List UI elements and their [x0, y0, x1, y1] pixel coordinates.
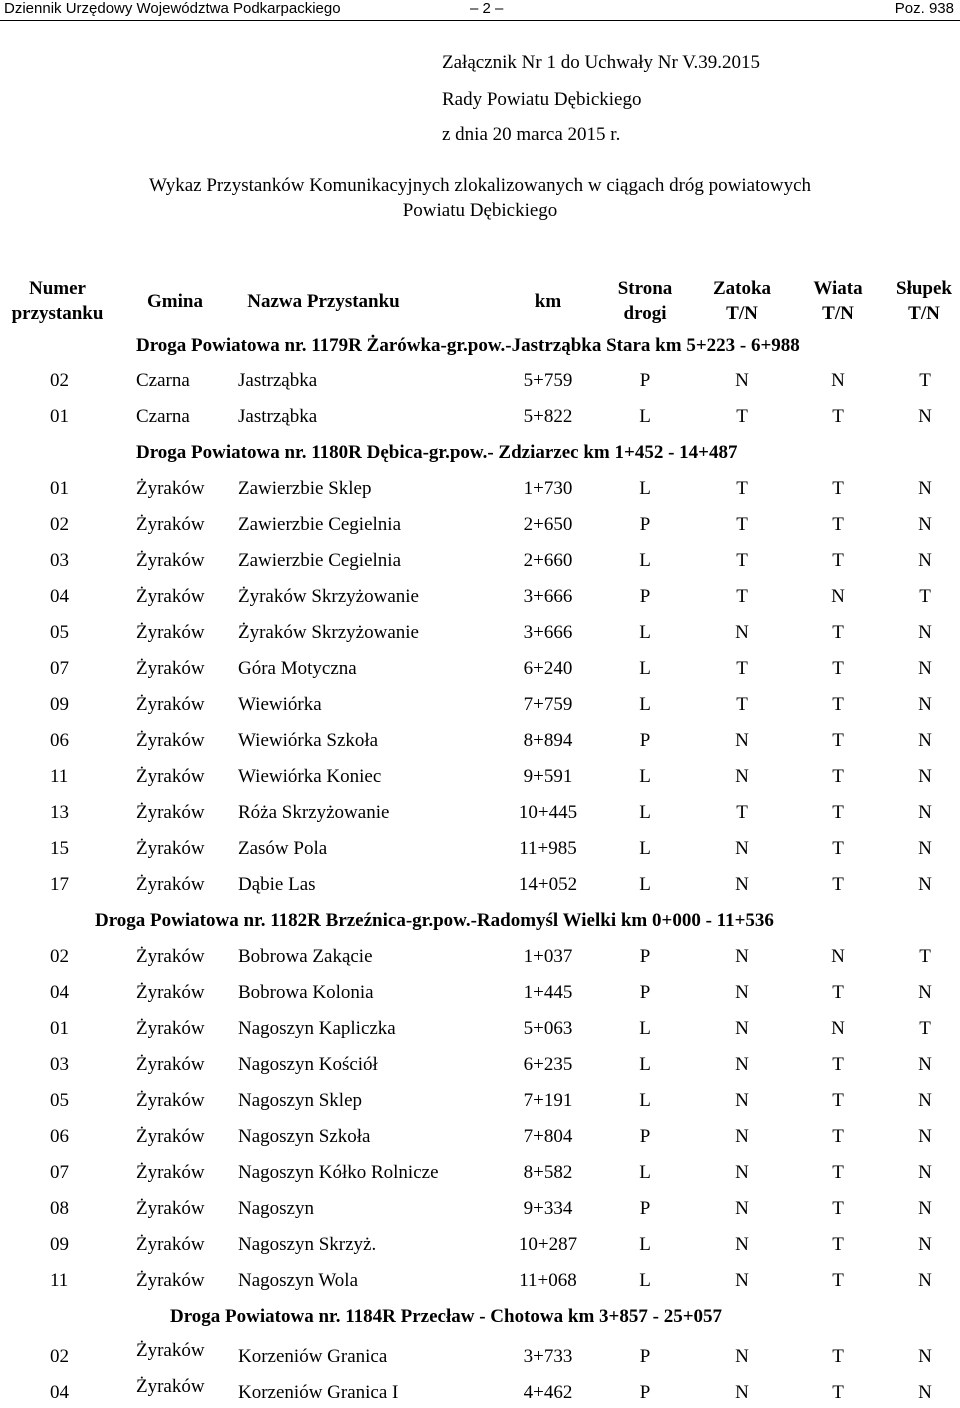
annex-line-2: Rady Powiatu Dębickiego — [442, 89, 642, 110]
shelter-flag: T — [832, 802, 844, 823]
kilometer: 1+730 — [523, 478, 573, 499]
municipality: Żyraków — [136, 982, 205, 1003]
table-row — [0, 1376, 960, 1408]
road-side: P — [639, 514, 651, 535]
table-row — [0, 766, 960, 792]
post-flag: N — [918, 622, 932, 643]
post-flag: N — [918, 1198, 932, 1219]
municipality: Żyraków — [136, 766, 205, 787]
road-side: L — [639, 1162, 651, 1183]
post-flag: N — [918, 1162, 932, 1183]
stop-number: 15 — [50, 838, 69, 859]
municipality: Żyraków — [136, 658, 205, 679]
bay-flag: N — [735, 982, 749, 1003]
municipality: Żyraków — [136, 1340, 205, 1361]
shelter-flag: T — [832, 406, 844, 427]
bay-flag: N — [735, 766, 749, 787]
table-row — [0, 694, 960, 720]
road-side: L — [639, 874, 651, 895]
road-side: L — [639, 1018, 651, 1039]
stop-name: Zawierzbie Cegielnia — [238, 550, 402, 571]
municipality: Czarna — [136, 370, 190, 391]
municipality: Żyraków — [136, 874, 205, 895]
table-row — [0, 622, 960, 648]
road-side: P — [639, 1126, 651, 1147]
municipality: Czarna — [136, 406, 190, 427]
shelter-flag: T — [832, 1270, 844, 1291]
kilometer: 5+822 — [523, 406, 573, 427]
table-row — [0, 478, 960, 504]
stop-name: Nagoszyn Wola — [238, 1270, 359, 1291]
shelter-flag: N — [831, 1018, 845, 1039]
table-row — [0, 730, 960, 756]
municipality: Żyraków — [136, 514, 205, 535]
section-title: Droga Powiatowa nr. 1182R Brzeźnica-gr.pow.-Radomyśl Wielki km 0+000 - 11+536 — [95, 910, 774, 931]
header-strona: Strona drogi — [617, 278, 673, 324]
stop-number: 07 — [50, 658, 69, 679]
stop-name: Zasów Pola — [238, 838, 328, 859]
shelter-flag: T — [832, 1162, 844, 1183]
stop-number: 13 — [50, 802, 69, 823]
table-row — [0, 802, 960, 828]
road-side: P — [639, 946, 651, 967]
road-side: L — [639, 550, 651, 571]
stop-number: 11 — [50, 766, 69, 787]
stop-name: Róża Skrzyżowanie — [238, 802, 390, 823]
municipality: Żyraków — [136, 622, 205, 643]
stop-name: Nagoszyn Skrzyż. — [238, 1234, 377, 1255]
municipality: Żyraków — [136, 694, 205, 715]
bay-flag: T — [736, 694, 748, 715]
table-row — [0, 406, 960, 432]
table-row — [0, 1340, 960, 1372]
post-flag: N — [918, 1090, 932, 1111]
road-side: L — [639, 766, 651, 787]
road-side: L — [639, 1234, 651, 1255]
post-flag: N — [918, 1346, 932, 1367]
kilometer: 1+037 — [523, 946, 573, 967]
stop-number: 08 — [50, 1198, 69, 1219]
stop-number: 01 — [50, 406, 69, 427]
kilometer: 2+650 — [523, 514, 573, 535]
header-km: km — [534, 291, 562, 312]
municipality: Żyraków — [136, 1090, 205, 1111]
kilometer: 2+660 — [523, 550, 573, 571]
road-side: P — [639, 982, 651, 1003]
road-side: L — [639, 1054, 651, 1075]
table-row — [0, 514, 960, 540]
bay-flag: T — [736, 478, 748, 499]
post-flag: N — [918, 982, 932, 1003]
table-row — [0, 1126, 960, 1152]
stop-number: 07 — [50, 1162, 69, 1183]
kilometer: 8+582 — [523, 1162, 573, 1183]
shelter-flag: T — [832, 1054, 844, 1075]
stop-number: 03 — [50, 1054, 69, 1075]
post-flag: N — [918, 514, 932, 535]
municipality: Żyraków — [136, 730, 205, 751]
stop-name: Nagoszyn Kółko Rolnicze — [238, 1162, 439, 1183]
stop-number: 04 — [50, 982, 69, 1003]
kilometer: 7+759 — [523, 694, 573, 715]
municipality: Żyraków — [136, 802, 205, 823]
municipality: Żyraków — [136, 946, 205, 967]
stop-name: Bobrowa Kolonia — [238, 982, 374, 1003]
table-row — [0, 1198, 960, 1224]
shelter-flag: T — [832, 730, 844, 751]
table-row — [0, 1234, 960, 1260]
post-flag: N — [918, 550, 932, 571]
header-numer: Numer przystanku — [11, 278, 104, 324]
shelter-flag: T — [832, 622, 844, 643]
stop-number: 09 — [50, 1234, 69, 1255]
road-side: L — [639, 658, 651, 679]
stop-number: 06 — [50, 730, 69, 751]
road-side: L — [639, 406, 651, 427]
stop-number: 01 — [50, 478, 69, 499]
shelter-flag: T — [832, 1382, 844, 1403]
annex-line-3: z dnia 20 marca 2015 r. — [442, 124, 621, 145]
section-title: Droga Powiatowa nr. 1179R Żarówka-gr.pow.-Jastrząbka Stara km 5+223 - 6+988 — [136, 335, 800, 356]
kilometer: 14+052 — [518, 874, 578, 895]
table-row — [0, 1018, 960, 1044]
municipality: Żyraków — [136, 478, 205, 499]
stop-name: Góra Motyczna — [238, 658, 357, 679]
post-flag: N — [918, 730, 932, 751]
shelter-flag: T — [832, 838, 844, 859]
kilometer: 1+445 — [523, 982, 573, 1003]
post-flag: N — [918, 1382, 932, 1403]
stop-name: Nagoszyn Szkoła — [238, 1126, 371, 1147]
post-flag: N — [918, 1126, 932, 1147]
stop-name: Jastrząbka — [238, 406, 318, 427]
stop-number: 06 — [50, 1126, 69, 1147]
table-row — [0, 1270, 960, 1296]
header-gmina: Gmina — [147, 291, 203, 312]
table-row — [0, 838, 960, 864]
stop-number: 04 — [50, 586, 69, 607]
kilometer: 8+894 — [523, 730, 573, 751]
stop-name: Zawierzbie Sklep — [238, 478, 372, 499]
post-flag: N — [918, 1054, 932, 1075]
road-side: L — [639, 802, 651, 823]
shelter-flag: T — [832, 658, 844, 679]
stop-number: 04 — [50, 1382, 69, 1403]
kilometer: 6+240 — [523, 658, 573, 679]
post-flag: N — [918, 838, 932, 859]
post-flag: T — [919, 370, 931, 391]
header-wiata: Wiata T/N — [813, 278, 863, 324]
road-side: L — [639, 694, 651, 715]
municipality: Żyraków — [136, 1376, 205, 1397]
table-row — [0, 1054, 960, 1080]
stop-name: Nagoszyn — [238, 1198, 314, 1219]
municipality: Żyraków — [136, 586, 205, 607]
stop-number: 02 — [50, 370, 69, 391]
shelter-flag: T — [832, 1126, 844, 1147]
stop-name: Korzeniów Granica I — [238, 1382, 399, 1403]
municipality: Żyraków — [136, 838, 205, 859]
stop-name: Dąbie Las — [238, 874, 316, 895]
post-flag: N — [918, 406, 932, 427]
shelter-flag: T — [832, 694, 844, 715]
table-row — [0, 946, 960, 972]
municipality: Żyraków — [136, 1198, 205, 1219]
kilometer: 11+068 — [519, 1270, 577, 1291]
shelter-flag: T — [832, 1346, 844, 1367]
kilometer: 6+235 — [523, 1054, 573, 1075]
page-marker: – 2 – — [470, 0, 504, 17]
shelter-flag: N — [831, 946, 845, 967]
stop-number: 05 — [50, 1090, 69, 1111]
shelter-flag: T — [832, 1198, 844, 1219]
kilometer: 3+666 — [523, 586, 573, 607]
post-flag: T — [919, 1018, 931, 1039]
stop-name: Nagoszyn Kościół — [238, 1054, 378, 1075]
road-side: L — [639, 622, 651, 643]
table-row — [0, 370, 960, 396]
road-side: L — [639, 838, 651, 859]
bay-flag: N — [735, 838, 749, 859]
bay-flag: N — [735, 1270, 749, 1291]
municipality: Żyraków — [136, 1054, 205, 1075]
table-row — [0, 874, 960, 900]
stop-name: Żyraków Skrzyżowanie — [238, 586, 419, 607]
stop-name: Żyraków Skrzyżowanie — [238, 622, 419, 643]
table-row — [0, 1090, 960, 1116]
shelter-flag: T — [832, 1234, 844, 1255]
municipality: Żyraków — [136, 1234, 205, 1255]
shelter-flag: T — [832, 982, 844, 1003]
bay-flag: N — [735, 1090, 749, 1111]
position-number: Poz. 938 — [894, 0, 954, 17]
header-slupek: Słupek T/N — [896, 278, 952, 324]
post-flag: N — [918, 874, 932, 895]
bay-flag: N — [735, 874, 749, 895]
road-side: P — [639, 1198, 651, 1219]
stop-number: 17 — [50, 874, 69, 895]
bay-flag: N — [735, 730, 749, 751]
annex-line-1: Załącznik Nr 1 do Uchwały Nr V.39.2015 — [442, 52, 761, 73]
section-title: Droga Powiatowa nr. 1184R Przecław - Chotowa km 3+857 - 25+057 — [170, 1306, 723, 1327]
kilometer: 7+191 — [523, 1090, 573, 1111]
shelter-flag: T — [832, 514, 844, 535]
road-side: L — [639, 478, 651, 499]
shelter-flag: N — [831, 586, 845, 607]
road-side: P — [639, 1382, 651, 1403]
bay-flag: N — [735, 1382, 749, 1403]
stop-number: 01 — [50, 1018, 69, 1039]
post-flag: N — [918, 1270, 932, 1291]
header-zatoka: Zatoka T/N — [712, 278, 772, 324]
shelter-flag: T — [832, 1090, 844, 1111]
document-title-line-2: Powiatu Dębickiego — [402, 200, 558, 221]
stop-name: Korzeniów Granica — [238, 1346, 388, 1367]
road-side: L — [639, 1270, 651, 1291]
bay-flag: T — [736, 550, 748, 571]
shelter-flag: T — [832, 766, 844, 787]
stop-number: 05 — [50, 622, 69, 643]
stop-name: Zawierzbie Cegielnia — [238, 514, 402, 535]
post-flag: T — [919, 946, 931, 967]
kilometer: 9+591 — [523, 766, 573, 787]
table-row — [0, 586, 960, 612]
road-side: P — [639, 730, 651, 751]
table-row — [0, 1162, 960, 1188]
stop-name: Nagoszyn Kapliczka — [238, 1018, 396, 1039]
journal-name: Dziennik Urzędowy Województwa Podkarpackiego — [4, 0, 341, 17]
stop-number: 11 — [50, 1270, 69, 1291]
post-flag: N — [918, 694, 932, 715]
bay-flag: T — [736, 658, 748, 679]
stop-name: Jastrząbka — [238, 370, 318, 391]
stop-number: 02 — [50, 1346, 69, 1367]
kilometer: 3+666 — [523, 622, 573, 643]
kilometer: 11+985 — [519, 838, 577, 859]
header-nazwa: Nazwa Przystanku — [247, 291, 400, 312]
table-row — [0, 658, 960, 684]
bay-flag: T — [736, 406, 748, 427]
municipality: Żyraków — [136, 1162, 205, 1183]
bay-flag: N — [735, 1162, 749, 1183]
kilometer: 9+334 — [523, 1198, 573, 1219]
shelter-flag: T — [832, 478, 844, 499]
post-flag: T — [919, 586, 931, 607]
bay-flag: T — [736, 514, 748, 535]
bay-flag: N — [735, 1126, 749, 1147]
kilometer: 4+462 — [523, 1382, 573, 1403]
kilometer: 5+759 — [523, 370, 573, 391]
stop-name: Bobrowa Zakącie — [238, 946, 373, 967]
bay-flag: N — [735, 1054, 749, 1075]
header-rule — [0, 20, 960, 21]
municipality: Żyraków — [136, 1270, 205, 1291]
bay-flag: N — [735, 1234, 749, 1255]
kilometer: 7+804 — [523, 1126, 573, 1147]
running-header — [0, 0, 960, 22]
bay-flag: T — [736, 802, 748, 823]
stop-number: 02 — [50, 514, 69, 535]
document-title-line-1: Wykaz Przystanków Komunikacyjnych zlokalizowanych w ciągach dróg powiatowych — [148, 175, 812, 196]
post-flag: N — [918, 478, 932, 499]
stop-number: 09 — [50, 694, 69, 715]
municipality: Żyraków — [136, 1018, 205, 1039]
post-flag: N — [918, 1234, 932, 1255]
bay-flag: N — [735, 622, 749, 643]
municipality: Żyraków — [136, 550, 205, 571]
post-flag: N — [918, 802, 932, 823]
table-row — [0, 982, 960, 1008]
municipality: Żyraków — [136, 1126, 205, 1147]
kilometer: 5+063 — [523, 1018, 573, 1039]
section-title: Droga Powiatowa nr. 1180R Dębica-gr.pow.- Zdziarzec km 1+452 - 14+487 — [136, 442, 738, 463]
shelter-flag: N — [831, 370, 845, 391]
stop-name: Wiewiórka Szkoła — [238, 730, 379, 751]
post-flag: N — [918, 658, 932, 679]
stop-name: Wiewiórka — [238, 694, 322, 715]
table-row — [0, 550, 960, 576]
shelter-flag: T — [832, 874, 844, 895]
kilometer: 10+287 — [518, 1234, 578, 1255]
shelter-flag: T — [832, 550, 844, 571]
bay-flag: T — [736, 586, 748, 607]
bay-flag: N — [735, 370, 749, 391]
bay-flag: N — [735, 946, 749, 967]
road-side: L — [639, 1090, 651, 1111]
kilometer: 3+733 — [523, 1346, 573, 1367]
road-side: P — [639, 370, 651, 391]
bay-flag: N — [735, 1198, 749, 1219]
bay-flag: N — [735, 1346, 749, 1367]
bay-flag: N — [735, 1018, 749, 1039]
stop-number: 02 — [50, 946, 69, 967]
kilometer: 10+445 — [518, 802, 578, 823]
stop-name: Wiewiórka Koniec — [238, 766, 382, 787]
stop-name: Nagoszyn Sklep — [238, 1090, 363, 1111]
road-side: P — [639, 586, 651, 607]
road-side: P — [639, 1346, 651, 1367]
post-flag: N — [918, 766, 932, 787]
stop-number: 03 — [50, 550, 69, 571]
